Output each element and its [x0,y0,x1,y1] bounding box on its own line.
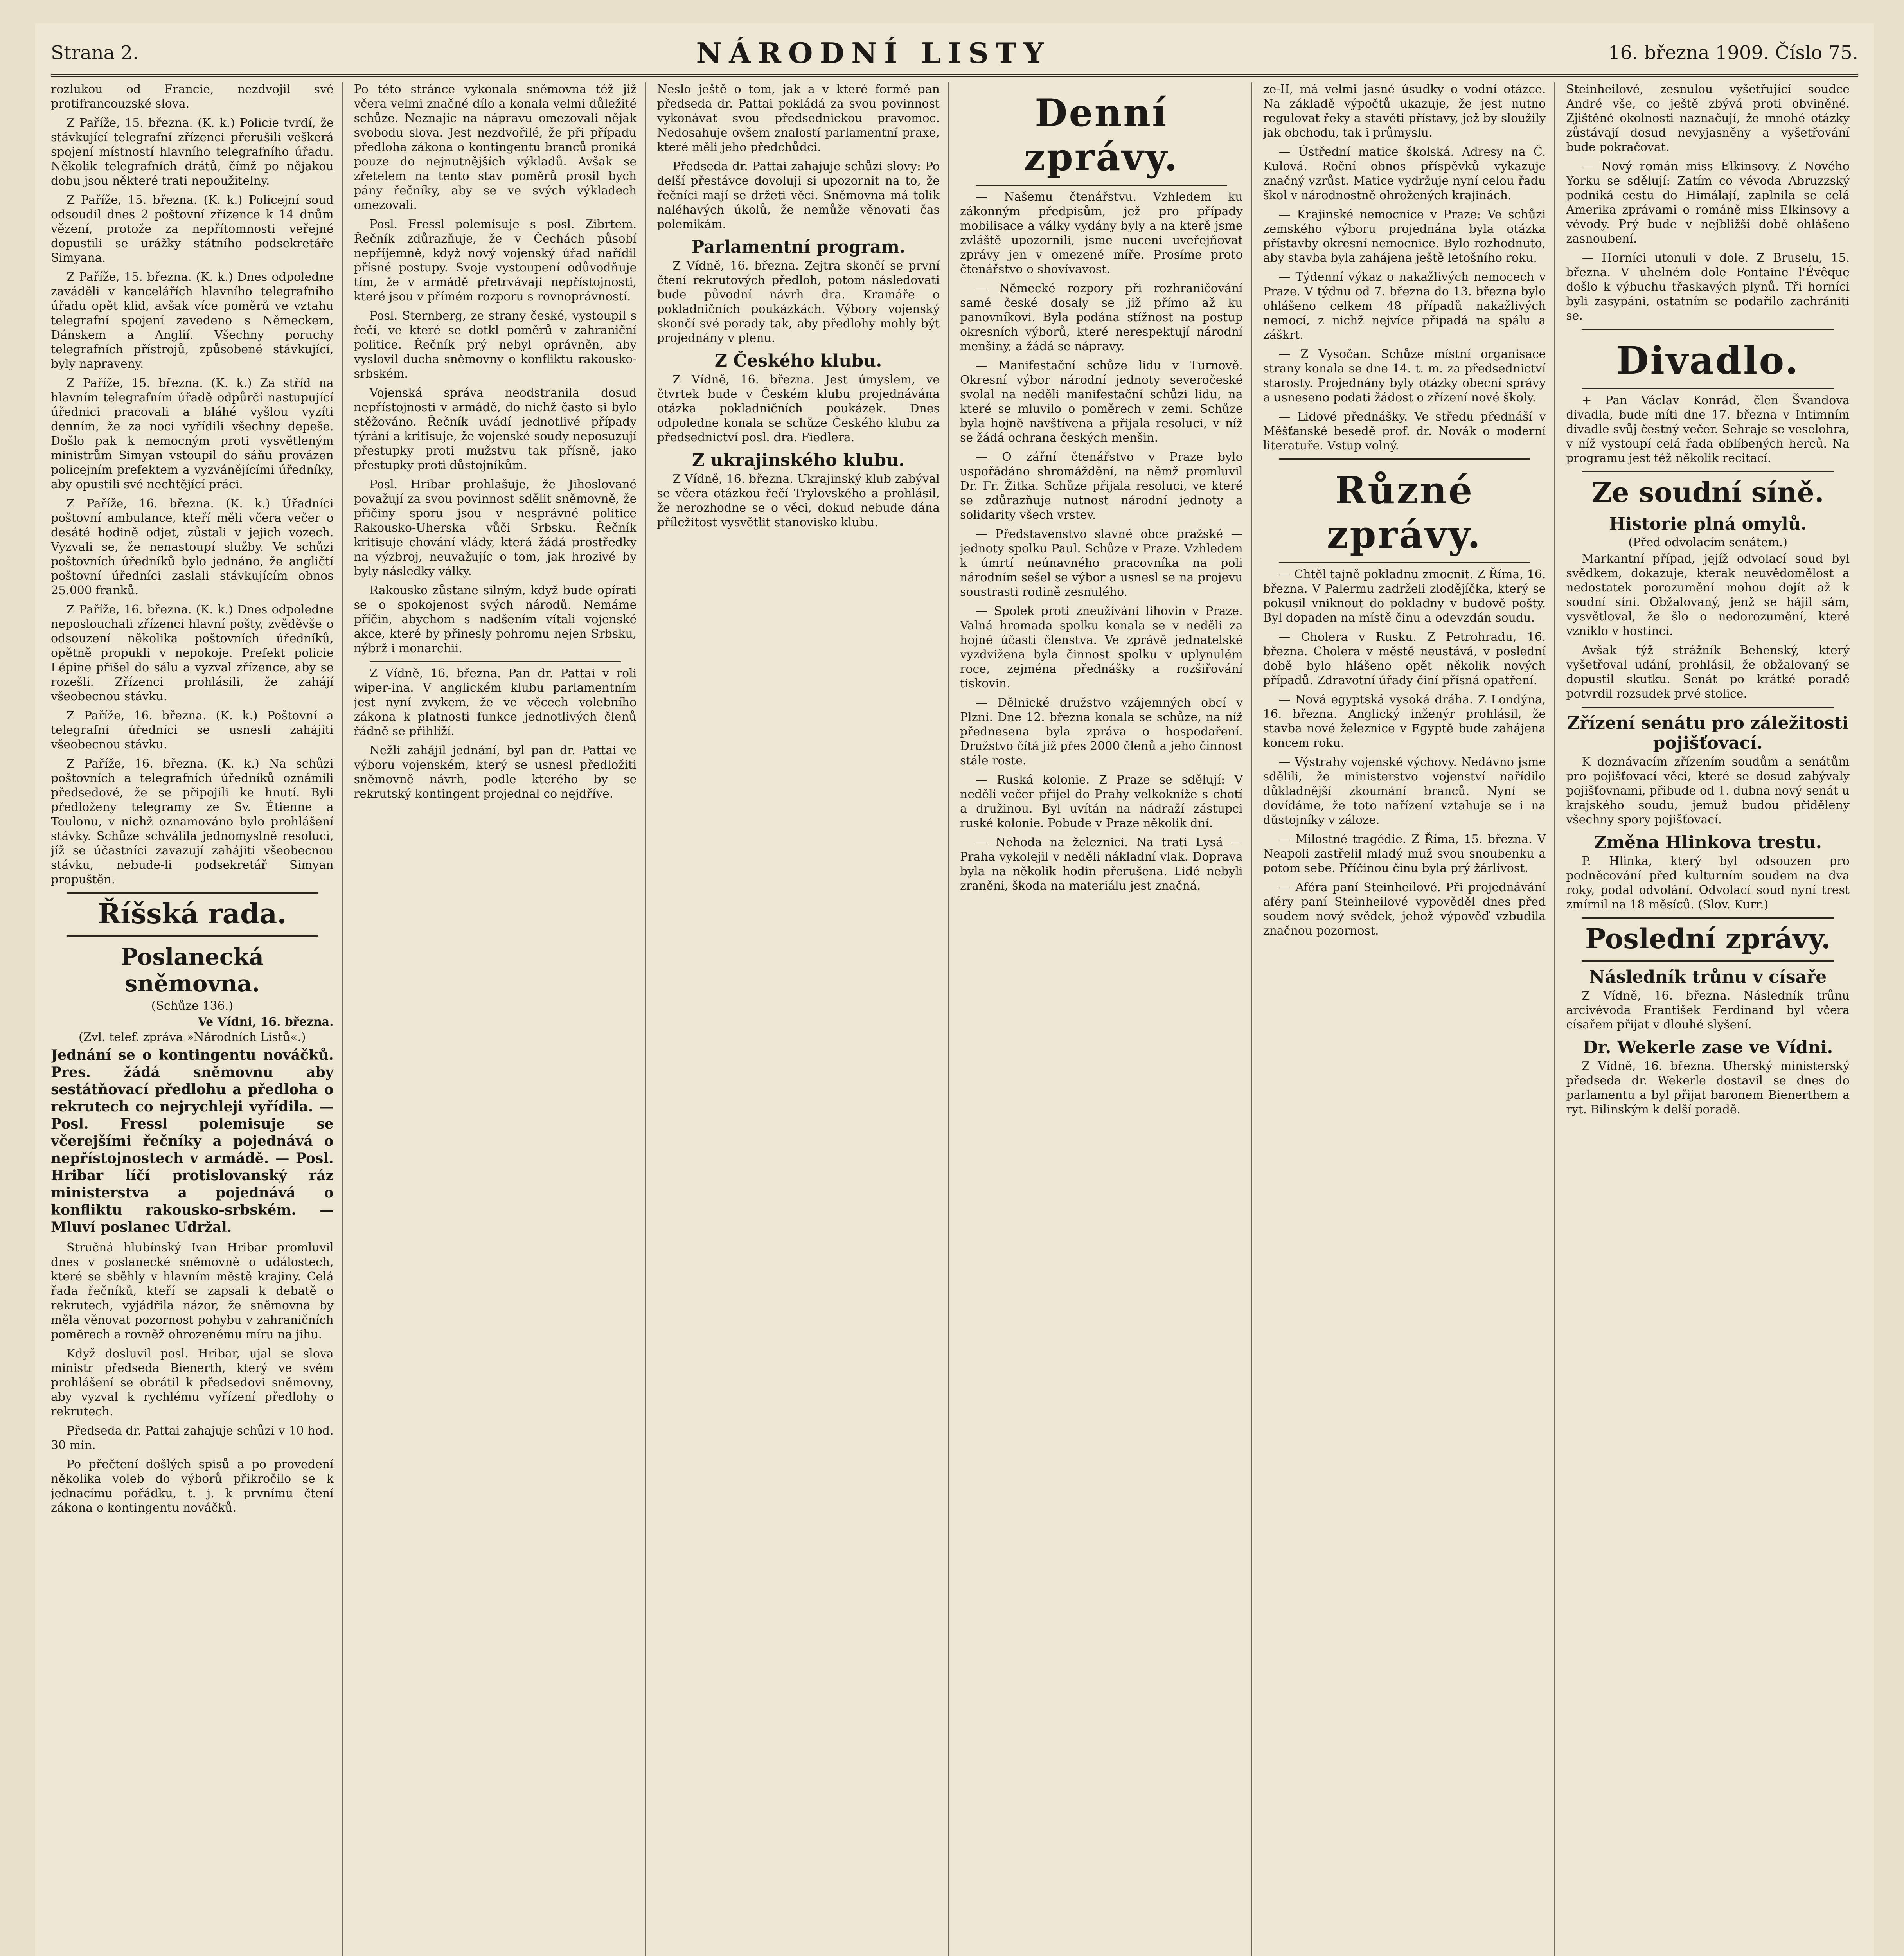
news-item: ze-II, má velmi jasné úsudky o vodní otázce. Na základě výpočtů ukazuje, že jest nutno regulovat řeky a stavěti přístavy, jež by sloužily jak obchodu, tak i průmyslu. [1263,83,1546,140]
article-heading: Poslanecká sněmovna. [120,944,264,997]
page-number: Strana 2. [51,42,139,64]
article-text: Z Paříže, 16. března. (K. k.) Poštovní a telegrafní úředníci se usnesli zahájiti všeobecnou stávku. [51,709,334,751]
column-5 [1263,82,1555,1956]
columns [51,82,1858,1956]
column-1 [51,82,343,1956]
news-item: — Lidové přednášky. Ve středu přednáší v Měšťanské besedě prof. dr. Novák o moderní literatuře. Vstup volný. [1263,410,1546,453]
article-text: Stručná hlubínský Ivan Hribar promluvil dnes v poslanecké sněmovně o událostech, které se sběhly v hlavním městě krajiny. Celá řada řečníků, kteří se zapsali k debatě o rekrutech, vyjádřila názor, že sněmovna by měla věnovat pozornost pohybu v zahraničních poměrech a rovněž ohrozenému míru na jihu. [51,1241,334,1341]
article-text: rozlukou od Francie, nezdvojil své protifrancouzské slova. [51,83,334,111]
article-heading: Následník trůnu v císaře [1589,967,1827,987]
article-text: Neslo ještě o tom, jak a v které formě pan předseda dr. Pattai pokládá za svou povinnost vykonávat svou předsednickou pravomoc. Nedosahuje ovšem znalostí parlamentní praxe, které měli jeho předchůdci. [657,83,940,154]
article-heading: Historie plná omylů. [1609,514,1807,534]
divider [1582,471,1834,472]
news-item: — Aféra paní Steinheilové. Při projednávání aféry paní Steinheilové vypověděl dnes před soudem nový svědek, jehož výpověď vzbudila značnou pozornost. [1263,881,1546,938]
news-item: — Německé rozpory při rozhraničování samé české dosaly se již přímo až ku panovníkovi. Byla podána stížnost na postup okresních výborů, které nerespektují národní menšiny, a žádá se nápravy. [960,282,1243,353]
article-text: Z Vídně, 16. března. Ukrajinský klub zabýval se včera otázkou řečí Trylovského a prohlásil, že nerozhodne se o věci, dokud nebude dána příležitost vysvětlit stanovisko klubu. [657,472,940,529]
article-text: Z Paříže, 15. března. (K. k.) Dnes odpoledne zaváděli v kancelářích hlavního telegrafního úřadu opět klid, avšak více poměrů ve vztahu telegrafní spojení zavedeno s Německem, Dánskem a Anglií. Všechny poruchy telegrafních přístrojů, způsobené stávkující, byly napraveny. [51,270,334,371]
news-item: Avšak týž strážník Behenský, který vyšetřoval udání, prohlásil, že obžalovaný se dopustil skutku. Senát po krátké poradě potvrdil rozsudek prvé stolice. [1566,644,1850,701]
news-item: — Z Vysočan. Schůze místní organisace strany konala se dne 14. t. m. za předsednictví starosty. Projednány byly otázky obecní správy a usneseno podati žádost o zřízení nové školy. [1263,347,1546,405]
news-item: — Dělnické družstvo vzájemných obcí v Plzni. Dne 12. března konala se schůze, na níž přednesena byla zpráva o hospodaření. Družstvo čítá již přes 2000 členů a jeho činnost stále roste. [960,696,1243,768]
column-2 [354,82,646,1956]
news-item: P. Hlinka, který byl odsouzen pro podněcování před kulturním soudem na dva roky, podal odvolání. Odvolací soud nyní trest zmírnil na 18 měsíců. (Slov. Kurr.) [1566,854,1850,911]
divider [370,661,621,662]
article-text: Posl. Hribar prohlašuje, že Jihoslované považují za svou povinnost sdělit sněmovně, že přičiny sporu jsou v nesprávné politice Rakousko-Uherska vůči Srbsku. Řečník kritisuje chování vlády, která žádá prostředky na výzbroj, neuvažujíc o tom, jak hrozivé by byly následky války. [354,478,637,578]
article-text: Nežli zahájil jednání, byl pan dr. Pattai ve výboru vojenském, který se usnesl předložiti sněmovně návrh, podle kterého by se rekrutský kontingent projednal co nejdříve. [354,744,637,801]
article-text: Z Paříže, 15. března. (K. k.) Policejní soud odsoudil dnes 2 poštovní zřízence k 14 dnům vězení, protože za nepřítomnosti veřejné dopustili se urážky státního podsekretáře Simyana. [51,193,334,265]
section-heading: Poslední zprávy. [1585,922,1831,955]
news-item: — Manifestační schůze lidu v Turnově. Okresní výbor národní jednoty severočeské svolal na neděli manifestační schůzi lidu, na které se mluvilo o poměrech v zemi. Schůze byla hojně navštívena a přijala resoluci, v níž se žádá ochrana českých menšin. [960,359,1243,445]
news-item: Z Vídně, 16. března. Uherský ministerský předseda dr. Wekerle dostavil se dnes do parlamentu a byl přijat baronem Bienerthem a ryt. Bilinským k delší poradě. [1566,1059,1850,1116]
article-heading: Zřízení senátu pro záležitosti pojišťovací. [1567,713,1849,753]
source-note: (Zvl. telef. zpráva »Národních Listů«.) [79,1030,306,1044]
section-heading: Ze soudní síně. [1591,476,1824,509]
news-item: — Ústřední matice školská. Adresy na Č. Kulová. Roční obnos příspěvků vykazuje značný vzrůst. Matice vydržuje nyní celou řadu škol v národnostně ohrožených krajinách. [1263,145,1546,202]
section-heading: Denní zprávy. [1024,91,1179,179]
article-heading: Parlamentní program. [691,237,906,257]
news-item: K doznávacím zřízením soudům a senátům pro pojišťovací věci, které se dosud zabývaly pojišťovnami, přibude od 1. dubna nový senát u krajského soudu, jemuž budou přiděleny všechny spory pojišťovací. [1566,755,1850,827]
news-item: — Milostné tragédie. Z Říma, 15. března. V Neapoli zastřelil mladý muž svou snoubenku a potom sebe. Příčinou činu byla prý žárlivost. [1263,832,1546,875]
article-text: Z Paříže, 16. března. (K. k.) Na schůzi poštovních a telegrafních úředníků oznámili předsedové, že se připojili ke hnutí. Byli předloženy telegramy ze Sv. Étienne a Toulonu, v nichž oznamováno bylo prohlášení stávky. Schůze schválila jednomyslně resoluci, jíž se účastníci zavazují zahájiti všeobecnou stávku, nebude-li podsekretář Simyan propuštěn. [51,757,334,886]
news-item: — Krajinské nemocnice v Praze: Ve schůzi zemského výboru projednána byla otázka přístavby okresní nemocnice. Bylo rozhodnuto, aby stavba byla zahájena ještě letošního roku. [1263,208,1546,265]
news-item: — Týdenní výkaz o nakažlivých nemocech v Praze. V týdnu od 7. března do 13. března bylo ohlášeno celkem 48 případů nakažlivých nemocí, z nichž nejvíce připadá na spálu a záškrt. [1263,270,1546,342]
news-item: — Nehoda na železnici. Na trati Lysá — Praha vykolejil v neděli nákladní vlak. Doprava byla na několik hodin přerušena. Lidé nebyli zraněni, škoda na materiálu jest značná. [960,836,1243,893]
divider [1582,960,1834,962]
section-heading: Divadlo. [1616,338,1800,383]
divider [67,892,318,894]
article-text: Z Vídně, 16. března. Zejtra skončí se první čtení rekrutových předloh, potom následovati bude původní návrh dra. Kramáře o pokladničních poukázkách. Výbory vojenský skončí své porady tak, aby předlohy mohly být projednány v plenu. [657,259,940,345]
article-text: Z Vídně, 16. března. Jest úmyslem, ve čtvrtek bude v Českém klubu projednávána otázka pokladničních poukázek. Dnes odpoledne konala se schůze Českého klubu za předsednictví posl. dra. Fiedlera. [657,373,940,444]
divider [1582,329,1834,330]
news-item: Markantní případ, jejíž odvolací soud byl svědkem, dokazuje, kterak neuvědomělost a nedostatek porozumění mohou dojít až k soudní síni. Obžalovaný, jenž se hájil sám, vysvětloval, že šlo o nedorozumění, které vzniklo v hostinci. [1566,552,1850,638]
divider [1582,707,1834,708]
dateline: Ve Vídni, 16. března. [198,1015,334,1029]
article-heading: Změna Hlinkova trestu. [1594,832,1822,852]
news-item: — Chtěl tajně pokladnu zmocnit. Z Říma, 16. března. V Palermu zadrželi zlodějíčka, který se pokusil vniknout do pokladny v budově pošty. Byl dopaden na místě činu a odevzdán soudu. [1263,568,1546,625]
article-lead: Jednání se o kontingentu nováčků. Pres. žádá sněmovnu aby sestátňovací předlohu a předloha o rekrutech co nejrychleji vyřídila. — Posl. Fressl polemisuje se včerejšími řečníky a pojednává o nepřístojnostech v armádě. — Posl. Hribar líčí protislovanský ráz ministerstva a pojednává o konfliktu rakousko-srbském. — Mluví poslanec Udržal. [51,1047,334,1235]
news-item: — Představenstvo slavné obce pražské — jednoty spolku Paul. Schůze v Praze. Vzhledem k úmrtí neúnavného pracovníka na poli národním sešel se výbor a usnesl se na projevu soustrasti rodině zesnulého. [960,527,1243,599]
news-item: — Ruská kolonie. Z Praze se sdělují: V neděli večer přijel do Prahy velkokníže s chotí a družinou. Byl uvítán na nádraží zástupci ruské kolonie. Pobude v Praze několik dní. [960,773,1243,830]
news-item: — Nová egyptská vysoká dráha. Z Londýna, 16. března. Anglický inženýr prohlásil, že stavba nové železnice v Egyptě bude zahájena koncem roku. [1263,693,1546,750]
article-text: Z Paříže, 16. března. (K. k.) Úřadníci poštovní ambulance, kteří měli včera večer o desáté hodině odjet, zůstali v jejich vozech. Vyzvali se, že nenastoupí služby. Ve schůzi poštovních úředníků bylo jednáno, že angličtí poštovní úředníci zaslali stávkujícím obnos 25.000 franků. [51,497,334,597]
news-item: — Cholera v Rusku. Z Petrohradu, 16. března. Cholera v městě neustává, v poslední době bylo hlášeno opět několik nových případů. Zdravotní úřady činí přísná opatření. [1263,630,1546,687]
article-text: Posl. Fressl polemisuje s posl. Zibrtem. Řečník zdůrazňuje, že v Čechách působí nepříjemně, když nový vojenský úřad nařídil přísné postupy. Svoje vystoupení odůvodňuje tím, že v armádě přetrvávají nepřístojnosti, které jsou v přímém rozporu s rovnoprávností. [354,218,637,304]
article-text: Předseda dr. Pattai zahajuje schůzi v 10 hod. 30 min. [51,1424,334,1452]
article-text: Když dosluvil posl. Hribar, ujal se slova ministr předseda Bienerth, který ve svém prohlášení se obrátil k předsedovi sněmovny, aby vyzval k rychlému vyřízení předlohy o rekrutech. [51,1347,334,1418]
column-3 [657,82,949,1956]
article-heading: Z ukrajinského klubu. [692,450,905,470]
news-item: — O zářní čtenářstvo v Praze bylo uspořádáno shromáždění, na němž promluvil Dr. Fr. Žitka. Schůze přijala resoluci, ve které se zdůrazňuje nutnost národní jednoty a solidarity všech vrstev. [960,450,1243,522]
divider [1279,562,1530,563]
divider [1279,458,1530,460]
news-item: — Horníci utonuli v dole. Z Bruselu, 15. března. V uhelném dole Fontaine l'Évêque došlo k výbuchu třaskavých plynů. Tři horníci byli zasypáni, ostatním se podařilo zachrániti se. [1566,251,1850,323]
news-item: Z Vídně, 16. března. Následník trůnu arcivévoda František Ferdinand byl včera císařem přijat v dlouhé slyšení. [1566,989,1850,1032]
divider [976,185,1227,186]
news-item: — Spolek proti zneužívání lihovin v Praze. Valná hromada spolku konala se v neděli za hojné účasti členstva. Ve zprávě jednatelské vyzdvižena byla činnost spolku v uplynulém roce, zejména přednášky a rozšiřování tiskovin. [960,604,1243,690]
article-text: Posl. Sternberg, ze strany české, vystoupil s řečí, ve které se dotkl poměrů v zahraniční politice. Řečník prý nebyl oprávněn, aby vyslovil ducha sněmovny o konfliktu rakousko-srbském. [354,309,637,381]
divider [1582,388,1834,389]
section-heading: Různé zprávy. [1327,468,1482,557]
article-text: Z Paříže, 16. března. (K. k.) Dnes odpoledne neposlouchali zřízenci hlavní pošty, zvěděvše o odsouzení několika poštovních úředníků, opětně propukli v nepokoje. Prefekt policie Lépine přišel do sálu a vyzval zřízence, aby se rozešli. Zřízenci prohlásili, že zahájí všeobecnou stávku. [51,603,334,703]
article-note: (Před odvolacím senátem.) [1628,536,1788,549]
news-item: + Pan Václav Konrád, člen Švandova divadla, bude míti dne 17. března v Intimním divadle svůj čestný večer. Sehraje se veselohra, v níž vystoupí celá řada oblíbených herců. Na programu jest též několik recitací. [1566,394,1850,465]
article-text: Z Paříže, 15. března. (K. k.) Za stříd na hlavním telegrafním úřadě odpůrčí nastupující úřednici pracovali a bláhé vyšlou vyzíti denním, že za noci vyřídili všechny depeše. Došlo pak k nemocným proti vysvětleným ministrům Simyan vstoupil do sáňu provázen policejním prefektem a vyzvánějícími úředníky, aby opustili své nechtějící práci. [51,376,334,491]
divider [1582,917,1834,919]
article-text: Z Paříže, 15. března. (K. k.) Policie tvrdí, že stávkující telegrafní zřízenci přerušili veškerá spojení místností hlavního telegrafního úřadu. Několik telegrafních drátů, čímž po nějakou dobu jsou některé trati nepoužitelny. [51,116,334,188]
section-heading: Říšská rada. [97,897,287,930]
news-item: — Nový román miss Elkinsovy. Z Nového Yorku se sdělují: Zatím co vévoda Abruzzský podniká cestu do Himálají, zaplnila se celá Amerika zprávami o románě miss Elkinsovy a vévody. Prý bude v nejbližší době ohlášeno zasnoubení. [1566,160,1850,246]
article-text: Z Vídně, 16. března. Pan dr. Pattai v roli wiper-ina. V anglickém klubu parlamentním jest nyní zvykem, že ve věcech volebního zákona k platnosti funkce jednotlivých členů řádně se přihlíží. [354,667,637,738]
article-text: Rakousko zůstane silným, když bude opírati se o spokojenost svých národů. Nemáme příčin, abychom s nadšením vítali vojenské akce, které by přinesly pohromu nejen Srbsku, nýbrž i monarchii. [354,584,637,655]
article-text: Předseda dr. Pattai zahajuje schůzi slovy: Po delší přestávce dovoluji si upozornit na to, že řečníci mají se držeti věci. Sněmovna má tolik naléhavých úkolů, že nemůže věnovati čas polemikám. [657,160,940,231]
newspaper-page [35,23,1874,1956]
news-item: Steinheilové, zesnulou vyšetřující soudce André vše, co ještě zbývá proti obviněné. Zjištěné okolnosti naznačují, že mnohé otázky zůstávají dosud nevyjasněny a vyšetřování bude pokračovat. [1566,83,1850,154]
session-number: (Schůze 136.) [151,999,233,1013]
news-item: — Našemu čtenářstvu. Vzhledem ku zákonným předpisům, jež pro případy mobilisace a války vydány byly a na kterě jsme zvláště upozornili, jsme nuceni uveřejňovat zprávy jen v omezené míře. Prosíme proto čtenářstvo o shovívavost. [960,190,1243,276]
column-4 [960,82,1252,1956]
masthead: NÁRODNÍ LISTY [696,36,1051,70]
article-text: Po přečtení došlých spisů a po provedení několika voleb do výborů přikročilo se k jednacímu pořádku, t. j. k prvnímu čtení zákona o kontingentu nováčků. [51,1458,334,1515]
column-6 [1566,82,1858,1956]
article-text: Vojenská správa neodstranila dosud nepřístojnosti v armádě, do nichž často si bylo stěžováno. Řečník uvádí jednotlivé případy týrání a kritisuje, že vojenské soudy neposuzují přestupky proti mužstvu tak přísně, jako přestupky proti důstojníkům. [354,386,637,472]
article-heading: Z Českého klubu. [714,351,882,371]
article-text: Po této stránce vykonala sněmovna též již včera velmi značné dílo a konala velmi důležité schůze. Neznajíc na nápravu omezovali nějak svobodu slova. Jest nezdvořilé, že při případu předloha zákona o kontingentu branců proniká pouze do nejnutnějších výkladů. Avšak se zřetelem na tento stav poměrů prosil bych pány řečníky, aby se ve svých výkladech omezovali. [354,83,637,212]
issue-date: 16. března 1909. Číslo 75. [1608,42,1858,64]
divider [67,935,318,937]
news-item: — Výstrahy vojenské výchovy. Nedávno jsme sdělili, že ministerstvo vojenství nařídilo důkladnější zkoumání branců. Nyní se dovídáme, že toto nařízení vztahuje se i na důstojníky v záloze. [1263,755,1546,827]
page-header [51,31,1858,77]
article-heading: Dr. Wekerle zase ve Vídni. [1582,1037,1833,1057]
